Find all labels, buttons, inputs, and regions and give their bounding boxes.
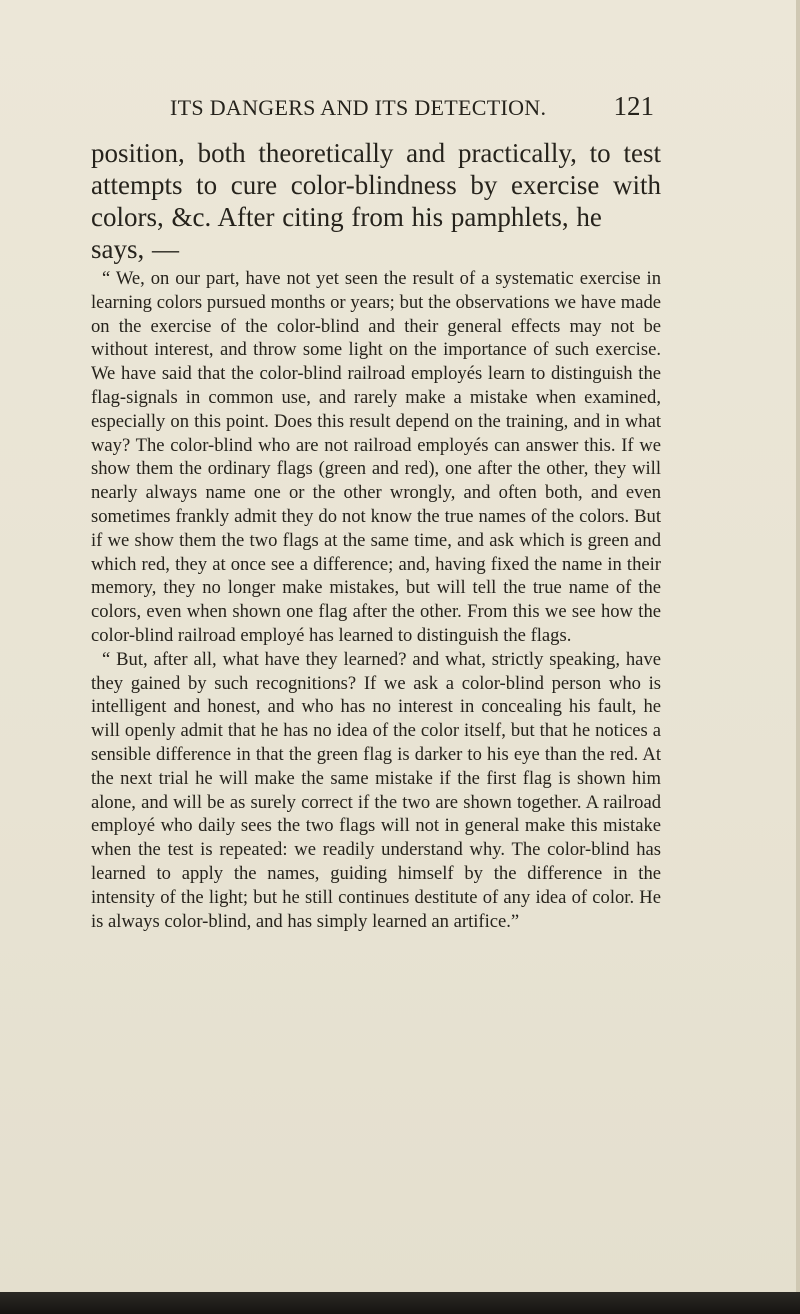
page-edge-shadow [796,0,800,1314]
page-number: 121 [613,91,654,121]
quote-paragraph-2: “ But, after all, what have they learned? and what, strictly speaking, have they gained by such recognitions? If we ask a color-blind person who is intelligent and honest, and who has no interest in concealing his fault, he will openly admit that he has no idea of the color itself, but that he notices a sensible difference in that the green flag is darker to his eye than the red. At the next trial he will make the same mistake if the first flag is shown him alone, and will be as surely correct if the two are shown together. A railroad employé who daily sees the two flags will not in general make this mistake when the test is repeated: we readily understand why. The color-blind has learned to apply the names, guiding himself by the difference in the intensity of the light; but he still continues destitute of any idea of color. He is always color-blind, and has simply learned an artifice.” [91,648,661,932]
running-title: ITS DANGERS AND ITS DETECTION. [170,95,547,120]
block-quote [91,267,661,933]
intro-text: position, both theoretically and practically, to test attempts to cure color-blindness by exercise with colors, &c. After citing from his pamphlets, he [91,138,661,232]
quote-paragraph-1: “ We, on our part, have not yet seen the result of a systematic exercise in learning colors pursued months or years; but the observations we have made on the exercise of the color-blind and their general effects may not be without interest, and throw some light on the importance of such exercise. We have said that the color-blind railroad employés learn to distinguish the flag-signals in common use, and rarely make a mistake when examined, especially on this point. Does this result depend on the training, and in what way? The color-blind who are not railroad employés can answer this. If we show them the ordinary flags (green and red), one after the other, they will nearly always name one or the other wrongly, and often both, and even sometimes frankly admit they do not know the true names of the colors. But if we show them the two flags at the same time, and ask which is green and which red, they at once see a difference; and, having fixed the name in their memory, they no longer make mistakes, but will tell the true name of the colors, even when shown one flag after the other. From this we see how the color-blind railroad employé has learned to distinguish the flags. [91,268,661,646]
body-text [91,137,661,933]
intro-paragraph [91,137,661,265]
intro-says: says, — [91,234,179,264]
scan-bottom-edge [0,1292,800,1314]
running-header [170,91,654,125]
